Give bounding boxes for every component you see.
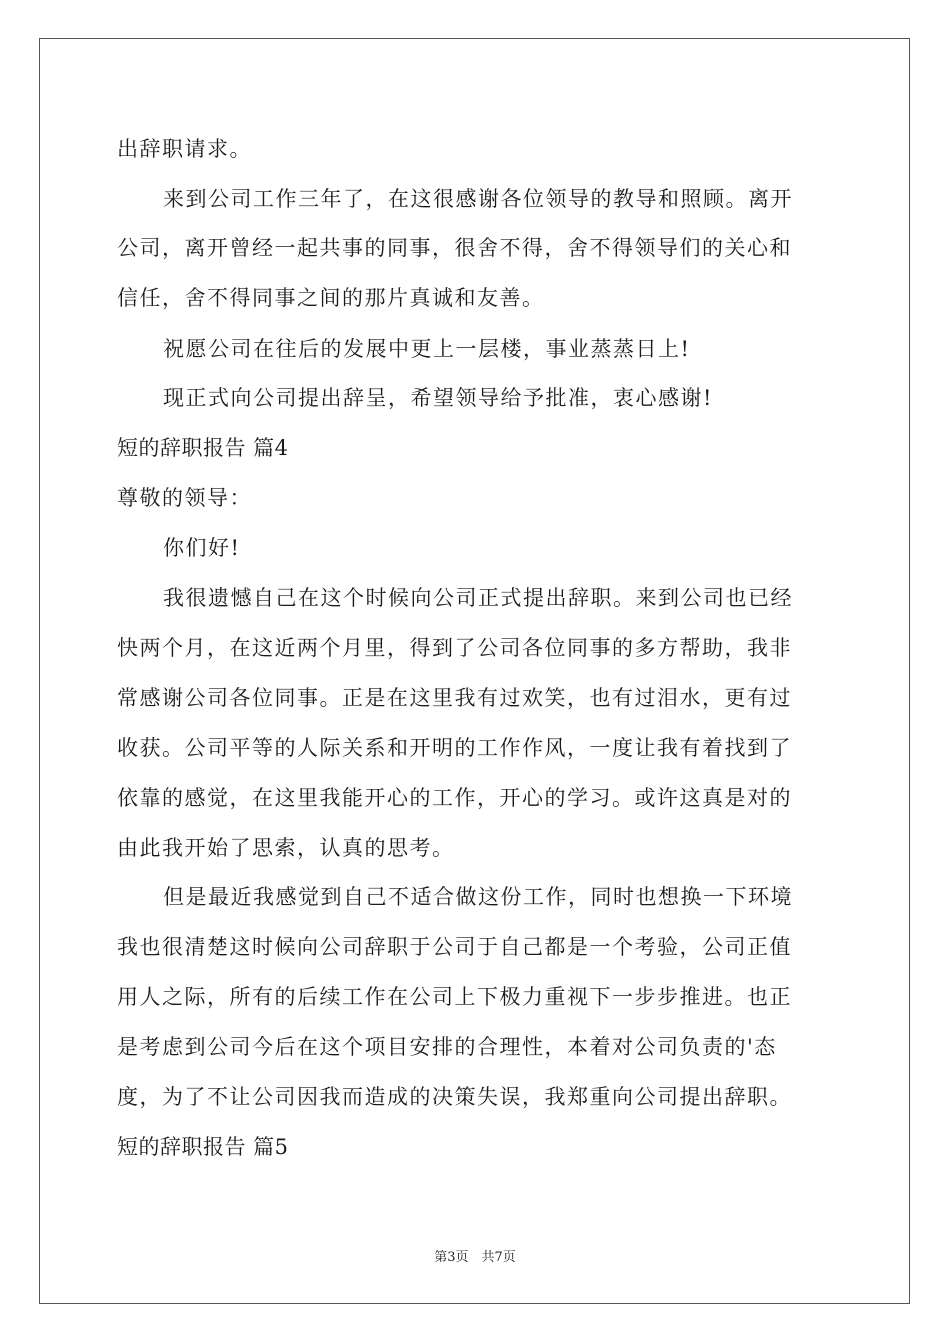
greeting: 你们好! <box>163 536 241 560</box>
paragraph-line: 常感谢公司各位同事。正是在这里我有过欢笑，也有过泪水，更有过 <box>117 686 792 710</box>
section-heading: 短的辞职报告 篇4 <box>117 436 289 460</box>
paragraph-line: 出辞职请求。 <box>117 137 252 161</box>
paragraph-line: 度，为了不让公司因我而造成的决策失误，我郑重向公司提出辞职。 <box>117 1085 792 1109</box>
section-heading: 短的辞职报告 篇5 <box>117 1135 289 1159</box>
paragraph-line: 公司，离开曾经一起共事的同事，很舍不得，舍不得领导们的关心和 <box>117 236 792 260</box>
salutation: 尊敬的领导： <box>117 486 252 510</box>
paragraph-line: 但是最近我感觉到自己不适合做这份工作，同时也想换一下环境 <box>163 885 793 909</box>
paragraph-line: 收获。公司平等的人际关系和开明的工作作风，一度让我有着找到了 <box>117 736 792 760</box>
paragraph-line: 信任，舍不得同事之间的那片真诚和友善。 <box>117 286 545 310</box>
page-number-footer: 第3页 共7页 <box>434 1250 516 1265</box>
paragraph-line: 依靠的感觉，在这里我能开心的工作，开心的学习。或许这真是对的 <box>117 786 792 810</box>
paragraph-line: 来到公司工作三年了，在这很感谢各位领导的教导和照顾。离开 <box>163 187 793 211</box>
paragraph-line: 现正式向公司提出辞呈，希望领导给予批准，衷心感谢! <box>163 386 713 410</box>
paragraph-line: 是考虑到公司今后在这个项目安排的合理性，本着对公司负责的'态 <box>117 1035 777 1059</box>
paragraph-line: 祝愿公司在往后的发展中更上一层楼，事业蒸蒸日上! <box>163 337 691 361</box>
paragraph-line: 用人之际，所有的后续工作在公司上下极力重视下一步步推进。也正 <box>117 985 792 1009</box>
paragraph-line: 我很遗憾自己在这个时候向公司正式提出辞职。来到公司也已经 <box>163 586 793 610</box>
paragraph-line: 快两个月，在这近两个月里，得到了公司各位同事的多方帮助，我非 <box>117 636 792 660</box>
page-border <box>39 38 910 1304</box>
paragraph-line: 我也很清楚这时候向公司辞职于公司于自己都是一个考验，公司正值 <box>117 935 792 959</box>
paragraph-line: 由此我开始了思索，认真的思考。 <box>117 836 455 860</box>
